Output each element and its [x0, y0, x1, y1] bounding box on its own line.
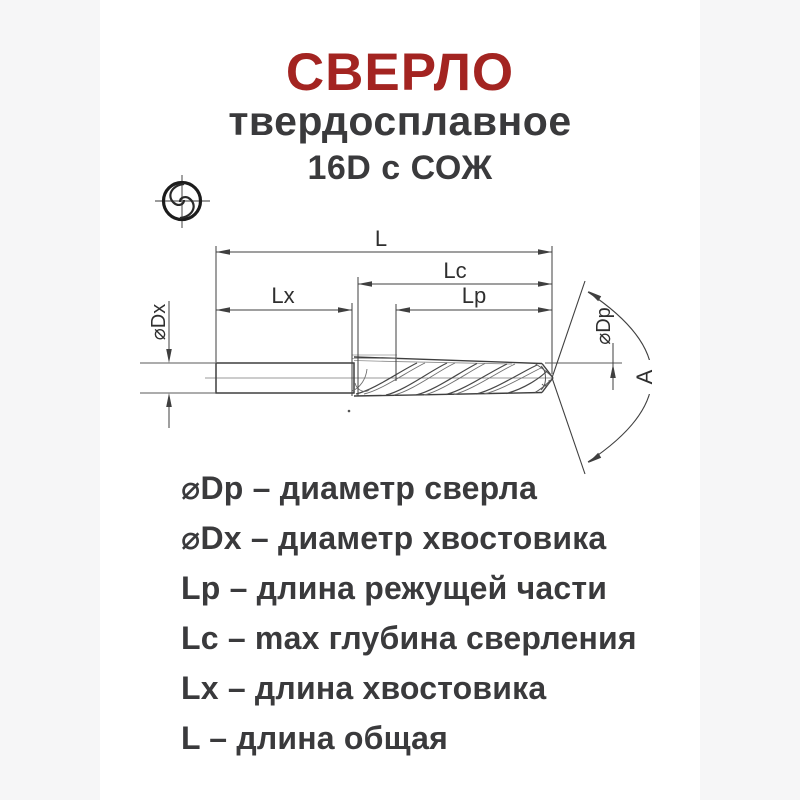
dim-label-A: A — [632, 369, 657, 385]
legend-item-dp: ⌀Dp – диаметр сверла — [181, 470, 538, 506]
drill-technical-drawing — [130, 228, 675, 480]
legend-item-lp: Lp – длина режущей части — [181, 570, 608, 606]
drill-cross-section-icon — [150, 169, 214, 233]
product-spec: 16D с СОЖ — [307, 149, 493, 187]
dimension-Dp — [545, 343, 622, 390]
legend-item-dx: ⌀Dx – диаметр хвостовика — [181, 520, 607, 556]
legend-item-lx: Lx – длина хвостовика — [181, 670, 547, 706]
right-margin — [700, 0, 800, 800]
dim-label-L: L — [374, 228, 388, 251]
page-subtitle: твердосплавное — [228, 98, 572, 144]
left-margin — [0, 0, 100, 800]
legend-item-lc: Lc – max глубина сверления — [181, 620, 637, 656]
speck-dot — [348, 410, 351, 413]
page-title: СВЕРЛО — [285, 43, 515, 102]
dim-label-Lc: Lc — [443, 258, 467, 283]
legend-item-l: L – длина общая — [181, 720, 449, 756]
dim-label-Lp: Lp — [461, 283, 487, 308]
dim-label-Dp: ⌀Dp — [593, 307, 615, 345]
dim-label-Lx: Lx — [271, 283, 295, 308]
drill-fluted-body — [352, 355, 547, 396]
dim-label-Dx: ⌀Dx — [148, 303, 170, 341]
dimension-Lx — [216, 303, 352, 396]
